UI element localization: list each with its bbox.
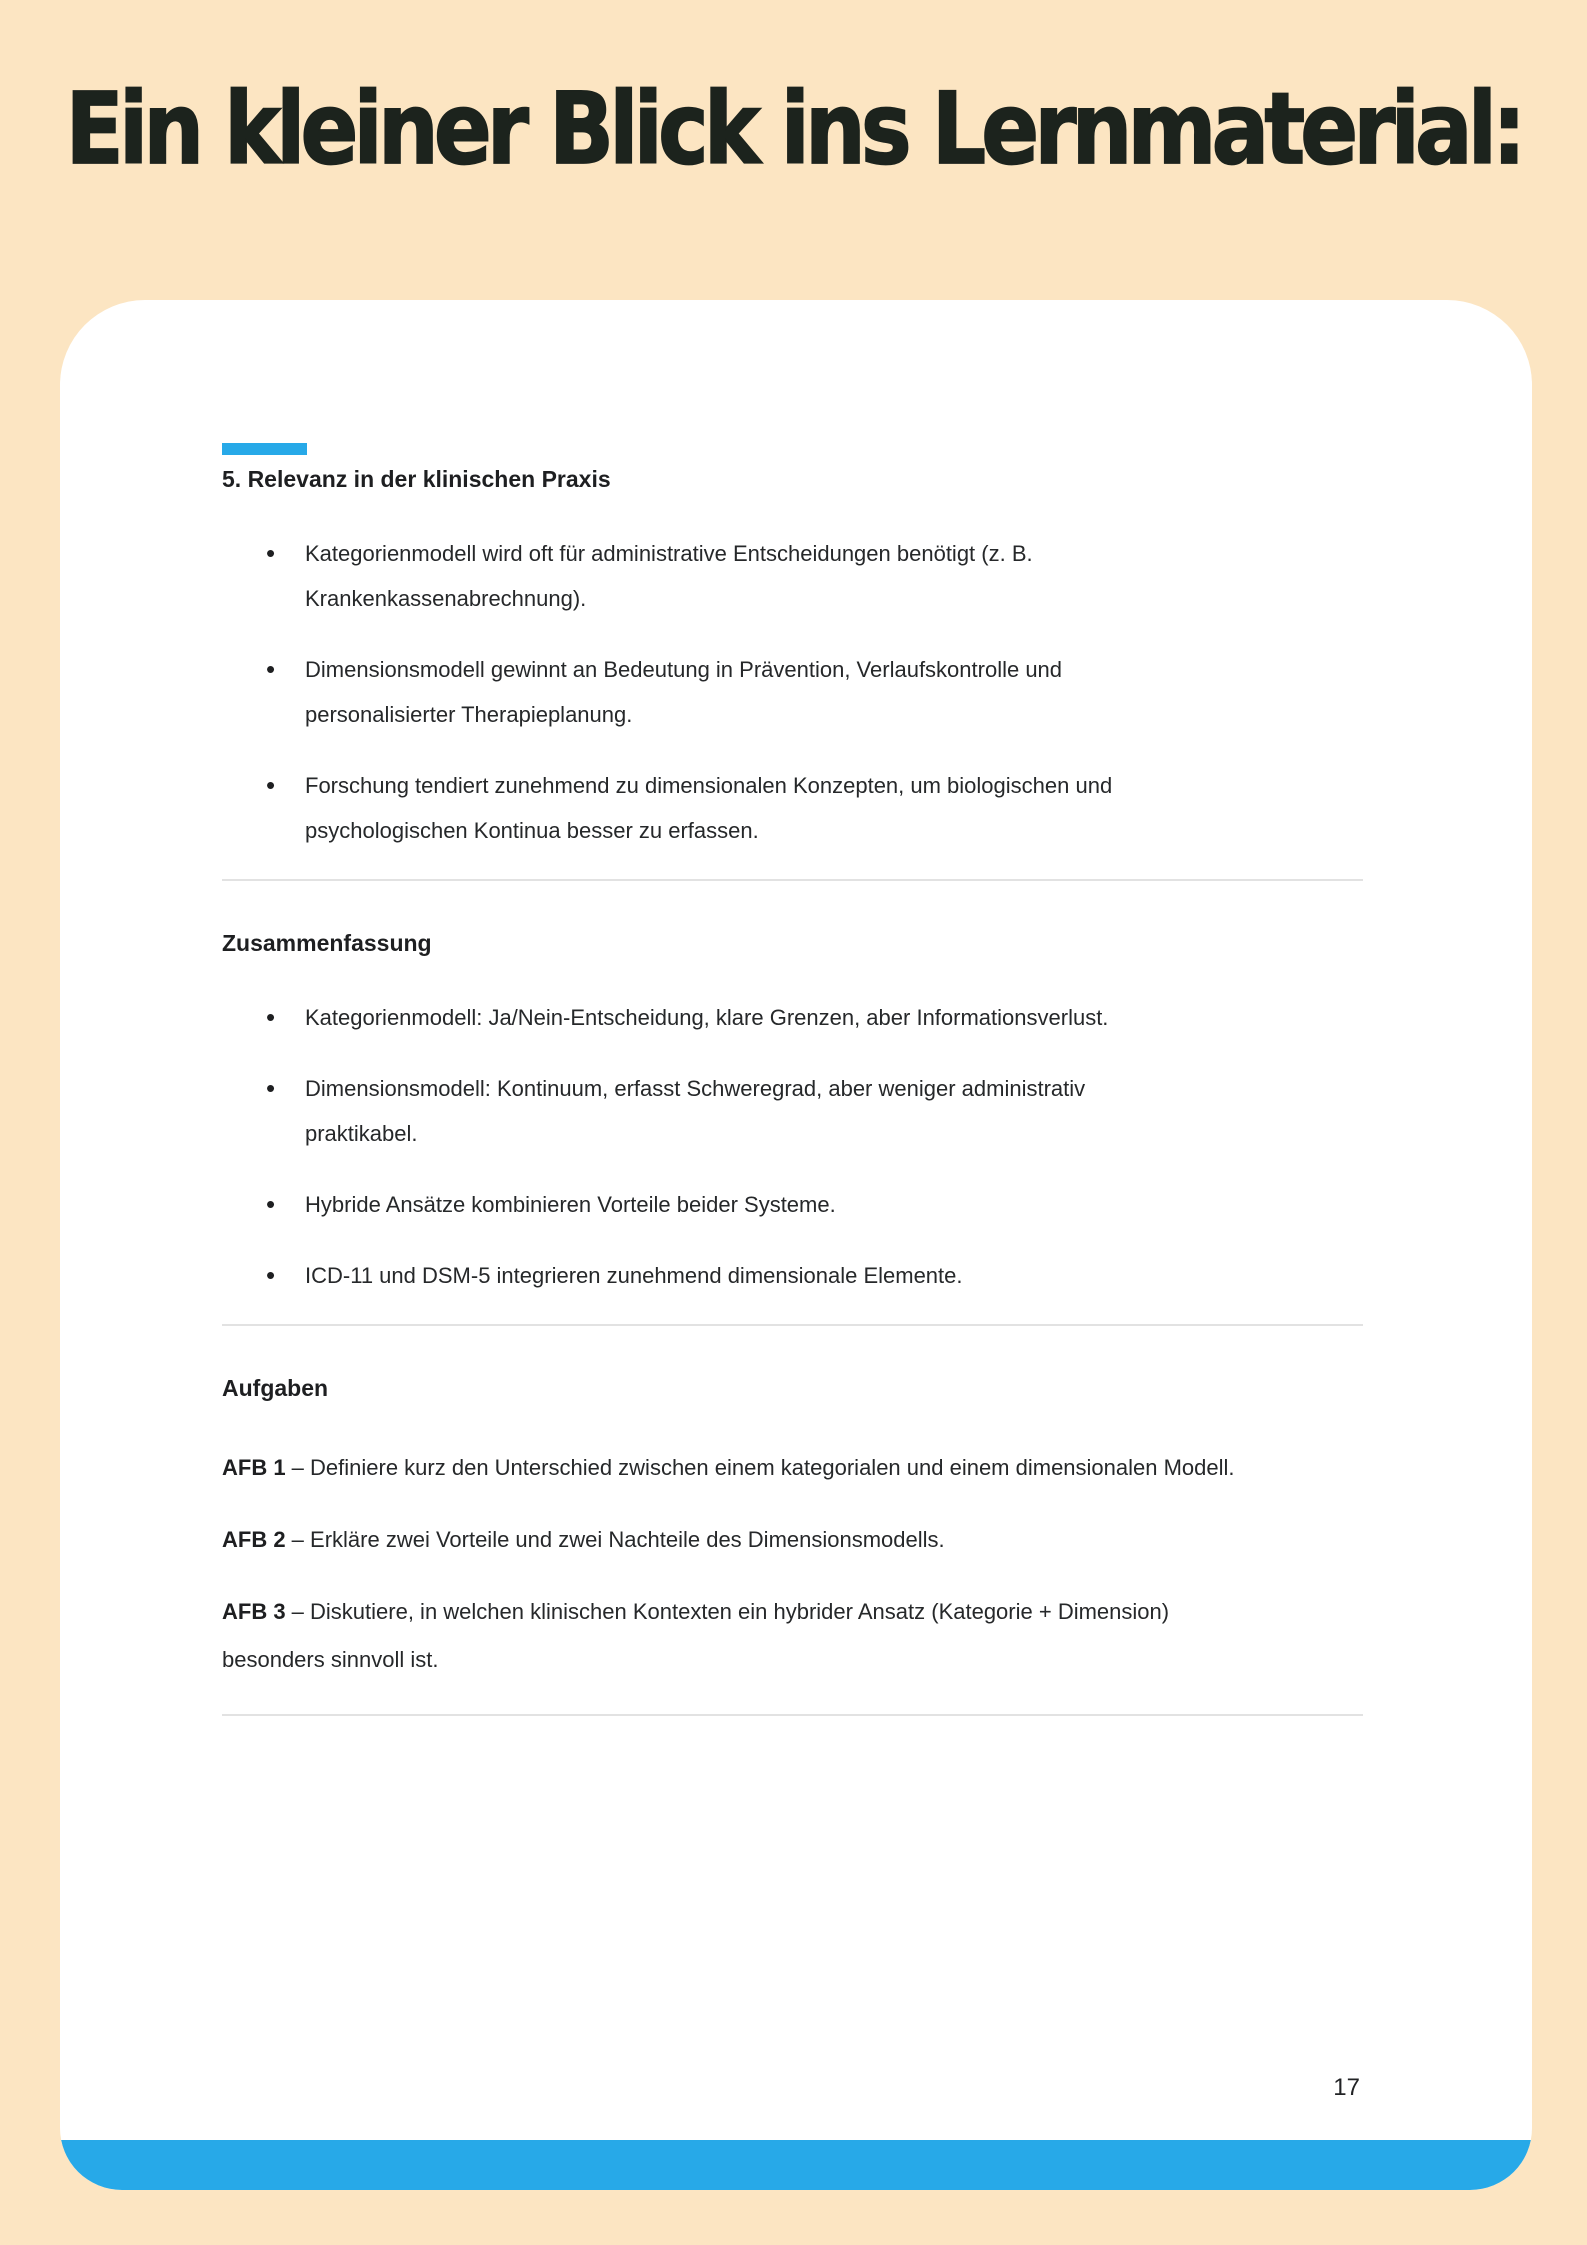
list-item — [222, 1182, 1187, 1227]
document-content — [60, 300, 1532, 1716]
task-label: AFB 2 — [222, 1527, 286, 1552]
list-item-text: Forschung tendiert zunehmend zu dimensionalen Konzepten, um biologischen und psychologischen Kontinua besser zu erfassen. — [305, 773, 1113, 843]
section-heading-zusammenfassung: Zusammenfassung — [222, 930, 432, 956]
list-item — [222, 763, 1187, 853]
task-afb-1 — [222, 1444, 1267, 1492]
zusammenfassung-bullet-list — [222, 995, 1363, 1298]
content-card — [60, 300, 1532, 2190]
list-item-text: ICD-11 und DSM-5 integrieren zunehmend dimensionale Elemente. — [305, 1263, 963, 1288]
list-item-text: Dimensionsmodell gewinnt an Bedeutung in Prävention, Verlaufskontrolle und personalisierter Therapieplanung. — [305, 657, 1063, 727]
task-text: – Diskutiere, in welchen klinischen Kontexten ein hybrider Ansatz (Kategorie + Dimension) besonders sinnvoll ist. — [222, 1599, 1170, 1672]
section-divider — [222, 879, 1363, 881]
section-heading-relevanz: 5. Relevanz in der klinischen Praxis — [222, 466, 611, 492]
list-item — [222, 1066, 1187, 1156]
list-item — [222, 995, 1187, 1040]
task-text: – Definiere kurz den Unterschied zwischen einem kategorialen und einem dimensionalen Modell. — [285, 1455, 1235, 1480]
list-item-text: Hybride Ansätze kombinieren Vorteile beider Systeme. — [305, 1192, 836, 1217]
relevanz-bullet-list — [222, 531, 1363, 853]
list-item-text: Kategorienmodell wird oft für administrative Entscheidungen benötigt (z. B. Krankenkassenabrechnung). — [305, 541, 1033, 611]
task-text: – Erkläre zwei Vorteile und zwei Nachteile des Dimensionsmodells. — [285, 1527, 945, 1552]
task-label: AFB 1 — [222, 1455, 286, 1480]
list-item — [222, 1253, 1187, 1298]
page-title: Ein kleiner Blick ins Lernmaterial: — [65, 71, 1522, 187]
list-item-text: Dimensionsmodell: Kontinuum, erfasst Schweregrad, aber weniger administrativ praktikabel. — [305, 1076, 1086, 1146]
list-item-text: Kategorienmodell: Ja/Nein-Entscheidung, klare Grenzen, aber Informationsverlust. — [305, 1005, 1109, 1030]
task-label: AFB 3 — [222, 1599, 286, 1624]
list-item — [222, 531, 1187, 621]
accent-bar — [222, 443, 307, 455]
footer-accent-bar — [60, 2140, 1532, 2190]
section-heading-aufgaben: Aufgaben — [222, 1375, 329, 1401]
page-number: 17 — [1333, 2074, 1360, 2101]
section-divider — [222, 1714, 1363, 1716]
section-divider — [222, 1324, 1363, 1326]
task-afb-3 — [222, 1588, 1267, 1684]
task-afb-2 — [222, 1516, 1267, 1564]
list-item — [222, 647, 1187, 737]
